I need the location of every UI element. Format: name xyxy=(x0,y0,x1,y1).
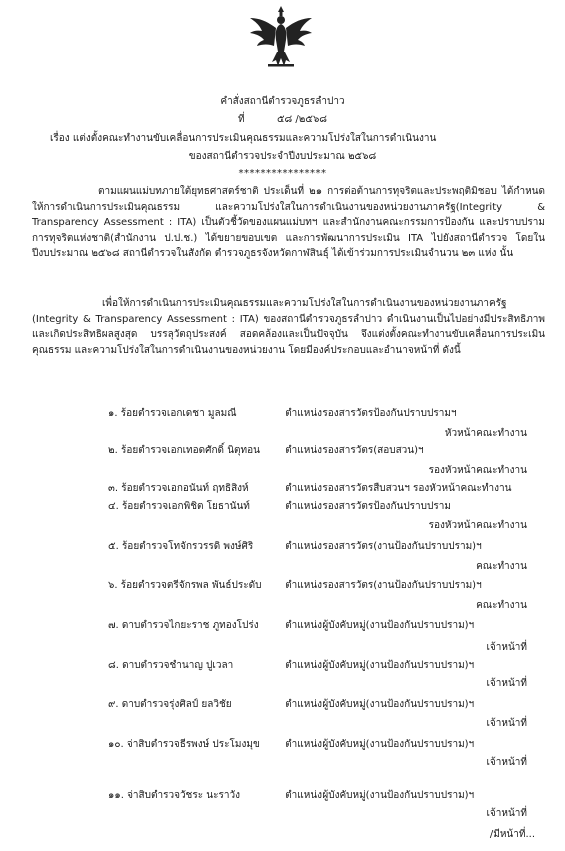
position-label: ตำแหน่ง xyxy=(285,445,323,456)
member-row xyxy=(108,539,482,555)
member-name: ๗. ดาบตำรวจไกยะราช ภูทองโปร่ง xyxy=(108,620,259,631)
position-label: ตำแหน่ง xyxy=(285,739,323,750)
member-position: รองสารวัตรป้องกันปราบปราม xyxy=(322,501,451,512)
next-page-marker: /มีหน้าที่... xyxy=(489,829,535,840)
paragraph-2 xyxy=(32,296,545,358)
member-name: ๑. ร้อยตำรวจเอกเดชา มูลมณี xyxy=(108,408,237,419)
member-role: เจ้าหน้าที่ xyxy=(486,757,527,768)
member-position: รองสารวัตร(งานป้องกันปราบปราม)ฯ xyxy=(322,580,482,591)
subject-label: เรื่อง xyxy=(50,133,70,144)
member-name: ๖. ร้อยตำรวจตรีจักรพล พันธ์ประดับ xyxy=(108,580,262,591)
member-row xyxy=(108,481,511,497)
member-name: ๓. ร้อยตำรวจเอกอนันท์ ฤทธิสิงห์ xyxy=(108,483,249,494)
position-label: ตำแหน่ง xyxy=(285,620,323,631)
member-name: ๑๐. จ่าสิบตำรวจธีรพงษ์ ประโมงมุข xyxy=(108,739,260,750)
member-name: ๘. ดาบตำรวจชำนาญ ปูเวลา xyxy=(108,660,234,671)
member-position: รองสารวัตรป้องกันปราบปรามฯ xyxy=(322,408,457,419)
member-role: รองหัวหน้าคณะทำงาน xyxy=(413,483,512,494)
member-role: รองหัวหน้าคณะทำงาน xyxy=(428,520,527,531)
member-row xyxy=(108,406,457,422)
member-row xyxy=(108,499,451,515)
member-position: ผู้บังคับหมู่(งานป้องกันปราบปราม)ฯ xyxy=(322,790,475,801)
position-label: ตำแหน่ง xyxy=(285,408,323,419)
number-value: ๕๘ /๒๕๖๘ xyxy=(276,114,328,125)
order-number xyxy=(0,112,565,128)
subject-line-2: ของสถานีตำรวจประจำปีงบประมาณ ๒๕๖๘ xyxy=(188,151,377,162)
member-position: ผู้บังคับหมู่(งานป้องกันปราบปราม)ฯ xyxy=(322,739,475,750)
member-row xyxy=(108,443,424,459)
member-role: คณะทำงาน xyxy=(476,600,527,611)
member-name: ๒. ร้อยตำรวจเอกเทอดศักดิ์ นิตุทอน xyxy=(108,445,260,456)
member-row xyxy=(108,618,474,634)
position-label: ตำแหน่ง xyxy=(285,541,323,552)
paragraph-1 xyxy=(32,184,545,262)
member-role: เจ้าหน้าที่ xyxy=(486,678,527,689)
number-label: ที่ xyxy=(237,114,245,125)
member-row xyxy=(108,788,474,804)
position-label: ตำแหน่ง xyxy=(285,660,323,671)
subject-text: แต่งตั้งคณะทำงานขับเคลื่อนการประเมินคุณธรรมและความโปร่งใสในการดำเนินงาน xyxy=(72,133,437,144)
member-role: คณะทำงาน xyxy=(476,561,527,572)
member-name: ๙. ดาบตำรวจรุ่งศิลป์ ยลวิชัย xyxy=(108,699,232,710)
member-name: ๔. ร้อยตำรวจเอกพิชิต โยธานันท์ xyxy=(108,501,250,512)
member-position: ผู้บังคับหมู่(งานป้องกันปราบปราม)ฯ xyxy=(322,660,475,671)
subject-line-1 xyxy=(50,131,436,147)
member-position: รองสารวัตร(สอบสวน)ฯ xyxy=(322,445,424,456)
member-role: เจ้าหน้าที่ xyxy=(486,718,527,729)
member-role: หัวหน้าคณะทำงาน xyxy=(444,428,527,439)
member-row xyxy=(108,697,474,713)
member-name: ๑๑. จ่าสิบตำรวจวัชระ นะราวัง xyxy=(108,790,240,801)
member-position: รองสารวัตร(งานป้องกันปราบปราม)ฯ xyxy=(322,541,482,552)
garuda-emblem-icon xyxy=(246,4,316,70)
member-row xyxy=(108,658,474,674)
member-role: เจ้าหน้าที่ xyxy=(486,808,527,819)
member-row xyxy=(108,737,474,753)
paragraph-1-text: ตามแผนแม่บทภายใต้ยุทธศาสตร์ชาติ ประเด็นที่ ๒๑ การต่อต้านการทุจริตและประพฤติมิชอบ ได้กำหนดให้การดำเนินการประเมินคุณธรรม และความโปร่งใสในการดำเนินงานของหน่วยงานภาครัฐ(Integrity & Transparency Assessment : ITA) เป็นตัวชี้วัดของแผนแม่บทฯ และสำนักงานคณะกรรมการป้องกัน และปราบปรามการทุจริตแห่งชาติ(สำนักงาน ป.ป.ช.) ได้ขยายขอบเขต และการพัฒนาการประเมิน ITA ไปยังสถานีตำรวจ โดยในปีงบประมาณ ๒๕๖๘ สถานีตำรวจในสังกัด ตำรวจภูธรจังหวัดกาฬสินธุ์ ได้เข้าร่วมการประเมินจำนวน ๒๓ แห่ง นั้น xyxy=(32,186,545,260)
member-row xyxy=(108,578,482,594)
position-label: ตำแหน่ง xyxy=(285,580,323,591)
member-position: ผู้บังคับหมู่(งานป้องกันปราบปราม)ฯ xyxy=(322,699,475,710)
member-name: ๕. ร้อยตำรวจโทจักรวรรดิ พงษ์ศิริ xyxy=(108,541,254,552)
separator-stars: **************** xyxy=(238,168,327,179)
member-position: รองสารวัตรสืบสวนฯ xyxy=(322,483,410,494)
paragraph-2-text: เพื่อให้การดำเนินการประเมินคุณธรรมและความโปร่งใสในการดำเนินงานของหน่วยงานภาครัฐ (Integrity & Transparency Assessment : ITA) ของสถานีตำรวจภูธรลำปาว ดำเนินงานเป็นไปอย่างมีประสิทธิภาพ และเกิดประสิทธิผลสูงสุด บรรลุวัตถุประสงค์ สอดคล้องและเป็นปัจจุบัน จึงแต่งตั้งคณะทำงานขับเคลื่อนการประเมินคุณธรรม และความโปร่งใสในการดำเนินงานของหน่วยงาน โดยมีองค์ประกอบและอำนาจหน้าที่ ดังนี้ xyxy=(32,298,545,356)
position-label: ตำแหน่ง xyxy=(285,790,323,801)
member-role: รองหัวหน้าคณะทำงาน xyxy=(428,465,527,476)
position-label: ตำแหน่ง xyxy=(285,483,323,494)
member-role: เจ้าหน้าที่ xyxy=(486,642,527,653)
member-position: ผู้บังคับหมู่(งานป้องกันปราบปราม)ฯ xyxy=(322,620,475,631)
order-title: คำสั่งสถานีตำรวจภูธรลำปาว xyxy=(220,96,345,107)
position-label: ตำแหน่ง xyxy=(285,699,323,710)
position-label: ตำแหน่ง xyxy=(285,501,323,512)
